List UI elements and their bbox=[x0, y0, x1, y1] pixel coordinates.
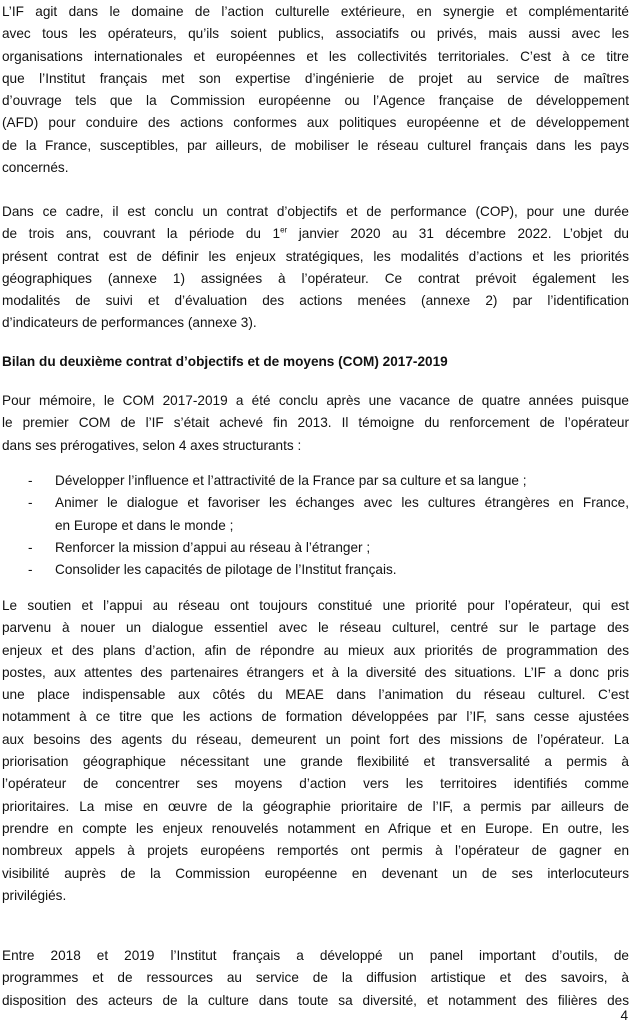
text-line: que l’Institut français met son expertise d’ingénierie de projet au service de maîtres bbox=[2, 70, 629, 86]
text-line: visibilité auprès de la Commission européenne en devenant un de ses interlocuteurs bbox=[2, 865, 629, 881]
list-item-text: Consolider les capacités de pilotage de l’Institut français. bbox=[55, 562, 397, 578]
text-line: l’opérateur de concentrer ses moyens d’action vers les territoires identifiés comme bbox=[2, 776, 629, 792]
paragraph bbox=[2, 201, 629, 335]
text-line: géographiques (annexe 1) assignées à l’opérateur. Ce contrat prévoit également les bbox=[2, 270, 629, 286]
text-line: priorisation géographique nécessitant une grande flexibilité et transversalité a permis à bbox=[2, 754, 629, 770]
bullet-dash-icon: - bbox=[28, 473, 33, 488]
bullet-dash-icon: - bbox=[28, 539, 33, 555]
text-line: une place indispensable aux côtés du MEAE dans l’animation du réseau culturel. C’est bbox=[2, 687, 629, 703]
list-item-text: Renforcer la mission d’appui au réseau à l’étranger ; bbox=[55, 539, 371, 555]
text-line bbox=[2, 223, 629, 245]
superscript: er bbox=[280, 225, 288, 235]
text-line: organisations internationales et européennes et les collectivités territoriales. C’est à ce titre bbox=[2, 48, 629, 64]
text-line: Pour mémoire, le COM 2017-2019 a été conclu après une vacance de quatre années puisque bbox=[2, 393, 629, 408]
text-line: parvenu à nouer un dialogue essentiel avec le réseau culturel, centré sur le partage des bbox=[2, 620, 629, 636]
paragraph bbox=[2, 1, 629, 179]
text-line: notamment à ce titre que les actions de formation développées par l’IF, sans cesse ajustées bbox=[2, 709, 629, 725]
text-line: disposition des acteurs de la culture dans toute sa diversité, et notamment des filières des bbox=[2, 992, 629, 1008]
page-number: 4 bbox=[620, 1008, 628, 1023]
text-segment: janvier 2020 au 31 décembre 2022. L’objet du bbox=[287, 226, 629, 242]
text-line: prendre en compte les enjeux renouvelés notamment en Afrique et en Europe. En outre, les bbox=[2, 820, 629, 836]
paragraph bbox=[2, 595, 629, 907]
text-line: privilégiés. bbox=[2, 887, 67, 903]
text-line: concernés. bbox=[2, 160, 69, 176]
text-line: Dans ce cadre, il est conclu un contrat d’objectifs et de performance (COP), pour une durée bbox=[2, 204, 629, 219]
bullet-dash-icon: - bbox=[28, 562, 33, 578]
bullet-dash-icon: - bbox=[28, 495, 33, 511]
text-line: L’IF agit dans le domaine de l’action culturelle extérieure, en synergie et complémentarité bbox=[2, 4, 629, 19]
text-line: présent contrat est de définir les enjeux stratégiques, les modalités d’actions et les priorités bbox=[2, 248, 629, 264]
list-item bbox=[2, 515, 629, 537]
text-line: dans ses prérogatives, selon 4 axes structurants : bbox=[2, 437, 302, 453]
text-line: d’indicateurs de performances (annexe 3). bbox=[2, 315, 257, 331]
text-line: de la France, susceptibles, par ailleurs, de mobiliser le réseau culturel français dans les pays bbox=[2, 137, 629, 153]
list-item bbox=[2, 537, 629, 559]
text-line: modalités de suivi et d’évaluation des actions menées (annexe 2) par l’identification bbox=[2, 293, 629, 309]
section-heading bbox=[2, 351, 629, 373]
paragraph bbox=[2, 390, 629, 457]
list-item bbox=[2, 559, 629, 581]
text-line: postes, aux attentes des partenaires étrangers et à la diversité des situations. L’IF a donc pris bbox=[2, 664, 629, 680]
text-line: Le soutien et l’appui au réseau ont toujours constitué une priorité pour l’opérateur, qui est bbox=[2, 598, 629, 613]
list-item bbox=[2, 492, 629, 514]
text-line: avec tous les opérateurs, qu’ils soient publics, associatifs ou privés, mais aussi avec les bbox=[2, 26, 629, 42]
text-segment: de trois ans, couvrant la période du 1 bbox=[2, 226, 281, 242]
text-line: aux besoins des agents du réseau, demeurent un point fort des missions de l’opérateur. La bbox=[2, 731, 629, 747]
text-line: d’ouvrage tels que la Commission européenne ou l’Agence française de développement bbox=[2, 93, 629, 109]
paragraph bbox=[2, 945, 629, 1012]
text-line: programmes et de ressources au service de la diffusion artistique et des savoirs, à bbox=[2, 970, 629, 986]
text-line: le premier COM de l’IF s’était achevé fin 2013. Il témoigne du renforcement de l’opérateur bbox=[2, 415, 629, 431]
text-line: Entre 2018 et 2019 l’Institut français a développé un panel important d’outils, de bbox=[2, 948, 629, 963]
list-item-text: Animer le dialogue et favoriser les échanges avec les cultures étrangères en France, bbox=[55, 495, 629, 511]
heading-text: Bilan du deuxième contrat d’objectifs et de moyens (COM) 2017-2019 bbox=[2, 354, 448, 369]
text-line: enjeux et des plans d’action, afin de répondre au mieux aux priorités de programmation des bbox=[2, 642, 629, 658]
list-item bbox=[2, 470, 629, 492]
text-line: nombreux appels à projets européens remportés ont permis à l’opérateur de gagner en bbox=[2, 843, 629, 859]
text-line: (AFD) pour conduire des actions conformes aux politiques européenne et de développement bbox=[2, 115, 629, 131]
bullet-list bbox=[2, 470, 629, 581]
list-item-text: Développer l’influence et l’attractivité de la France par sa culture et sa langue ; bbox=[55, 473, 527, 488]
list-item-text: en Europe et dans le monde ; bbox=[55, 517, 234, 533]
text-line: prioritaires. La mise en œuvre de la géographie prioritaire de l’IF, a permis par ailleurs de bbox=[2, 798, 629, 814]
